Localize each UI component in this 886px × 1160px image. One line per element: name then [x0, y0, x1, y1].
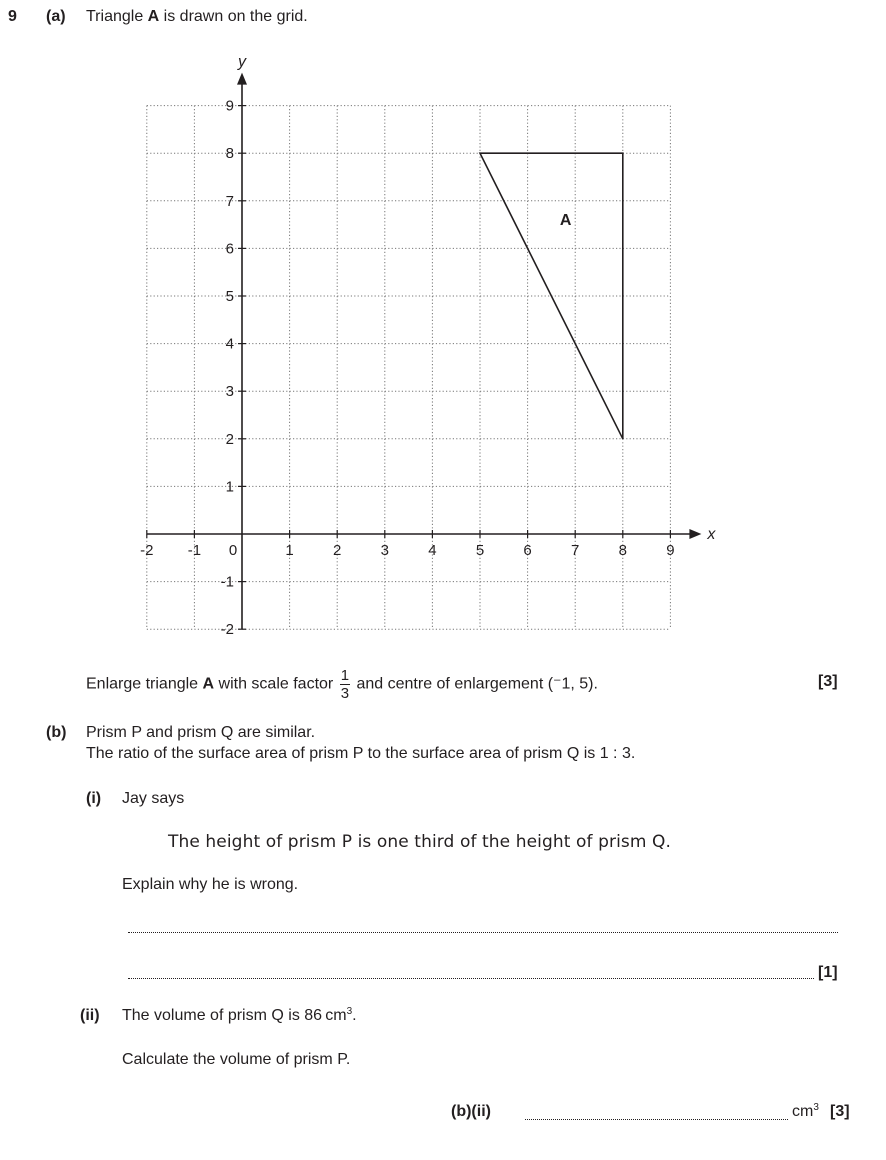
- y-tick-label: 6: [225, 240, 234, 258]
- y-tick-label: 3: [225, 383, 234, 401]
- y-tick-label: -1: [220, 573, 234, 591]
- x-tick-label: 9: [666, 542, 675, 559]
- y-tick-label: 5: [225, 288, 234, 305]
- x-axis-arrow: [689, 529, 701, 539]
- answer-line-2[interactable]: [128, 978, 814, 979]
- x-tick-label: 6: [523, 542, 532, 559]
- answer-unit: [792, 1103, 819, 1121]
- intro-bold-a: A: [147, 8, 160, 25]
- y-tick-label: 9: [225, 97, 234, 115]
- tick-labels: [140, 98, 674, 639]
- y-tick-label: 8: [225, 145, 234, 163]
- jay-quote: The height of prism P is one third of the height of prism Q.: [168, 832, 672, 852]
- x-tick-label: 4: [428, 542, 437, 559]
- sub-i-says: Jay says: [122, 790, 185, 807]
- sub-ii-text-sup: 3: [346, 1006, 353, 1017]
- y-tick-label: 2: [225, 430, 234, 448]
- y-axis-label: y: [238, 53, 246, 71]
- intro-text-1: Triangle: [86, 8, 148, 25]
- sub-i-prompt: Explain why he is wrong.: [122, 876, 299, 893]
- scale-factor-fraction: [340, 668, 350, 701]
- sub-i-marks: [1]: [818, 964, 838, 981]
- instruction-text-2: with scale factor: [214, 675, 338, 693]
- x-axis-label: x: [707, 526, 716, 543]
- grid-lines: [147, 106, 671, 630]
- unit-text: cm: [792, 1103, 814, 1120]
- y-tick-label: 1: [225, 478, 234, 496]
- sub-ii-text-main: The volume of prism Q is 86 cm: [122, 1007, 347, 1024]
- part-b-label: (b): [46, 724, 67, 741]
- x-tick-label: -2: [140, 542, 154, 559]
- y-tick-label: 4: [225, 335, 234, 353]
- sub-ii-label: (ii): [80, 1007, 100, 1024]
- answer-line-bii[interactable]: [525, 1119, 788, 1120]
- part-b-line2: The ratio of the surface area of prism P to the surface area of prism Q is 1 : 3.: [86, 745, 636, 762]
- y-tick-label: -2: [220, 621, 234, 639]
- sub-ii-text-end: .: [352, 1007, 357, 1024]
- part-b-line1: Prism P and prism Q are similar.: [86, 724, 316, 741]
- x-tick-label: 1: [285, 542, 294, 559]
- sub-ii-marks: [3]: [830, 1103, 850, 1120]
- unit-sup: 3: [813, 1102, 819, 1113]
- x-tick-label: 8: [618, 542, 627, 559]
- instruction-text-1: Enlarge triangle: [86, 675, 203, 693]
- fraction-numerator: 1: [340, 667, 350, 684]
- part-a-label: (a): [46, 8, 66, 25]
- x-tick-label: -1: [187, 542, 202, 559]
- y-axis-arrow: [237, 73, 247, 85]
- part-a-marks: [3]: [818, 673, 838, 690]
- triangle-label-a: A: [559, 211, 572, 229]
- x-tick-label: 3: [380, 542, 389, 559]
- x-tick-label: 7: [571, 542, 580, 559]
- sub-ii-prompt: Calculate the volume of prism P.: [122, 1051, 351, 1068]
- sub-i-label: (i): [86, 790, 102, 807]
- sub-ii-text: [122, 1007, 357, 1025]
- enlarge-instruction: [86, 668, 598, 701]
- x-tick-label: 5: [475, 542, 485, 559]
- intro-text-2: is drawn on the grid.: [159, 8, 308, 25]
- instruction-bold-a: A: [202, 675, 215, 693]
- answer-label-bii: (b)(ii): [451, 1103, 491, 1120]
- x-tick-label: 0: [228, 542, 238, 559]
- y-tick-label: 7: [225, 192, 234, 210]
- question-number: 9: [8, 8, 17, 25]
- instruction-text-3: and centre of enlargement (⁻1, 5).: [352, 675, 598, 693]
- answer-line-1[interactable]: [128, 932, 838, 933]
- x-tick-label: 2: [333, 542, 342, 559]
- fraction-denominator: 3: [340, 685, 350, 702]
